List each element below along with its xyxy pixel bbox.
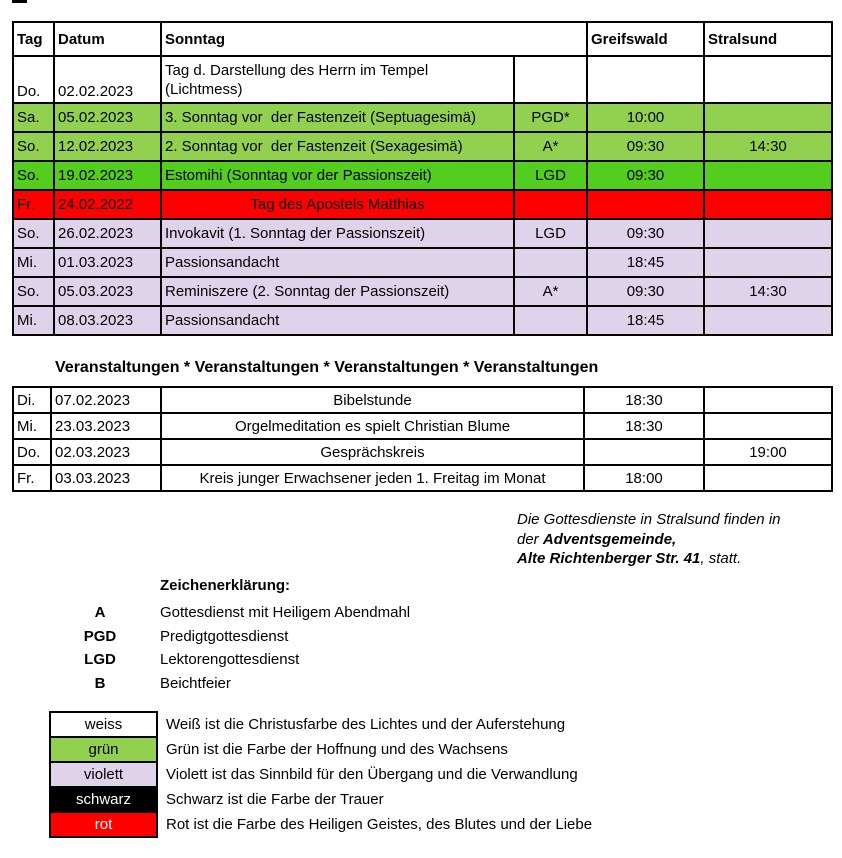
color-desc: Schwarz ist die Farbe der Trauer bbox=[166, 791, 384, 808]
stralsund-time-cell bbox=[704, 248, 832, 277]
legend-desc: Lektorengottesdienst bbox=[160, 651, 300, 669]
schedule-header-row bbox=[13, 22, 832, 56]
stralsund-time-cell: 14:30 bbox=[704, 132, 832, 161]
stralsund-time-cell bbox=[704, 103, 832, 132]
event-name-cell: Gesprächskreis bbox=[161, 439, 584, 465]
sunday-cell: Tag d. Darstellung des Herrn im Tempel (Lichtmess) bbox=[161, 56, 514, 103]
schedule-row-feast-day bbox=[13, 190, 832, 219]
color-legend-row bbox=[50, 762, 592, 787]
worship-schedule-table bbox=[12, 21, 833, 336]
date-cell: 08.03.2023 bbox=[54, 306, 161, 335]
schedule-row bbox=[13, 306, 832, 335]
sunday-cell: Reminiszere (2. Sonntag der Passionszeit) bbox=[161, 277, 514, 306]
date-cell: 23.03.2023 bbox=[51, 413, 161, 439]
day-cell: So. bbox=[13, 219, 54, 248]
color-legend-row bbox=[50, 737, 592, 762]
sunday-cell: Estomihi (Sonntag vor der Passionszeit) bbox=[161, 161, 514, 190]
event-row bbox=[13, 465, 832, 491]
note-bold-text: Alte Richtenberger Str. 41 bbox=[517, 550, 701, 567]
service-type-cell bbox=[514, 248, 587, 277]
service-type-cell: PGD* bbox=[514, 103, 587, 132]
date-cell: 07.02.2023 bbox=[51, 387, 161, 413]
legend-colors bbox=[49, 711, 593, 838]
day-cell: Mi. bbox=[13, 413, 51, 439]
day-cell: Fr. bbox=[13, 465, 51, 491]
legend-abbr: B bbox=[94, 674, 106, 692]
legend-item bbox=[0, 648, 410, 672]
legend-desc: Beichtfeier bbox=[160, 674, 231, 692]
note-text: der bbox=[517, 530, 543, 548]
day-cell: So. bbox=[13, 161, 54, 190]
service-type-cell: A* bbox=[514, 277, 587, 306]
date-cell: 03.03.2023 bbox=[51, 465, 161, 491]
day-cell: So. bbox=[13, 132, 54, 161]
day-cell: Do. bbox=[13, 56, 54, 103]
stralsund-time-cell bbox=[704, 161, 832, 190]
color-desc: Rot ist die Farbe des Heiligen Geistes, des Blutes und der Liebe bbox=[166, 816, 593, 833]
schedule-row bbox=[13, 56, 832, 103]
date-cell: 05.02.2023 bbox=[54, 103, 161, 132]
day-cell: So. bbox=[13, 277, 54, 306]
stralsund-time-cell bbox=[704, 306, 832, 335]
color-swatch: rot bbox=[50, 812, 157, 837]
day-cell: Mi. bbox=[13, 306, 54, 335]
legend-abbr: A bbox=[94, 604, 106, 622]
greifswald-time-cell: 18:00 bbox=[584, 465, 704, 491]
scan-artifact bbox=[12, 0, 27, 3]
service-type-cell: LGD bbox=[514, 219, 587, 248]
color-swatch: grün bbox=[50, 737, 157, 762]
date-cell: 19.02.2023 bbox=[54, 161, 161, 190]
header-sonntag: Sonntag bbox=[161, 22, 587, 56]
sunday-cell: 3. Sonntag vor der Fastenzeit (Septuagesimä) bbox=[161, 103, 514, 132]
service-type-cell: A* bbox=[514, 132, 587, 161]
stralsund-note-line2 bbox=[517, 530, 781, 550]
service-type-cell bbox=[514, 190, 587, 219]
sunday-cell: Tag des Apostels Matthias bbox=[161, 190, 514, 219]
stralsund-note-line1: Die Gottesdienste in Stralsund finden in bbox=[517, 511, 781, 528]
stralsund-time-cell bbox=[704, 219, 832, 248]
color-desc: Grün ist die Farbe der Hoffnung und des Wachsens bbox=[166, 741, 508, 758]
color-desc: Violett ist das Sinnbild für den Übergang und die Verwandlung bbox=[166, 766, 578, 783]
day-cell: Fr. bbox=[13, 190, 54, 219]
stralsund-time-cell bbox=[704, 190, 832, 219]
color-swatch: weiss bbox=[50, 712, 157, 737]
color-legend-row bbox=[50, 712, 592, 737]
service-type-cell bbox=[514, 306, 587, 335]
schedule-row bbox=[13, 103, 832, 132]
event-row bbox=[13, 439, 832, 465]
stralsund-time-cell bbox=[704, 387, 832, 413]
color-swatch: schwarz bbox=[50, 787, 157, 812]
event-name-cell: Kreis junger Erwachsener jeden 1. Freitag im Monat bbox=[161, 465, 584, 491]
date-cell: 02.02.2023 bbox=[54, 56, 161, 103]
greifswald-time-cell: 09:30 bbox=[587, 161, 704, 190]
header-greifswald: Greifswald bbox=[587, 22, 704, 56]
day-cell: Mi. bbox=[13, 248, 54, 277]
greifswald-time-cell: 18:30 bbox=[584, 387, 704, 413]
greifswald-time-cell: 18:45 bbox=[587, 306, 704, 335]
sunday-cell: Passionsandacht bbox=[161, 306, 514, 335]
legend-title: Zeichenerklärung: bbox=[160, 577, 291, 594]
stralsund-note-line3 bbox=[517, 549, 781, 569]
sunday-cell: 2. Sonntag vor der Fastenzeit (Sexagesimä) bbox=[161, 132, 514, 161]
events-title: Veranstaltungen * Veranstaltungen * Veranstaltungen * Veranstaltungen bbox=[55, 359, 599, 376]
header-datum: Datum bbox=[54, 22, 161, 56]
stralsund-time-cell bbox=[704, 465, 832, 491]
stralsund-time-cell: 19:00 bbox=[704, 439, 832, 465]
legend-abbreviations bbox=[0, 577, 410, 695]
note-bold-text: Adventsgemeinde, bbox=[542, 530, 677, 548]
greifswald-time-cell bbox=[587, 56, 704, 103]
event-name-cell: Bibelstunde bbox=[161, 387, 584, 413]
legend-desc: Predigtgottesdienst bbox=[160, 627, 289, 645]
greifswald-time-cell: 18:45 bbox=[587, 248, 704, 277]
legend-abbr: LGD bbox=[84, 651, 116, 669]
color-legend-row bbox=[50, 787, 592, 812]
schedule-row bbox=[13, 248, 832, 277]
service-type-cell: LGD bbox=[514, 161, 587, 190]
events-table bbox=[12, 386, 833, 492]
greifswald-time-cell: 18:30 bbox=[584, 413, 704, 439]
greifswald-time-cell: 09:30 bbox=[587, 277, 704, 306]
header-tag: Tag bbox=[13, 22, 54, 56]
color-swatch: violett bbox=[50, 762, 157, 787]
legend-item bbox=[0, 601, 410, 625]
stralsund-time-cell bbox=[704, 413, 832, 439]
date-cell: 26.02.2023 bbox=[54, 219, 161, 248]
greifswald-time-cell: 09:30 bbox=[587, 132, 704, 161]
day-cell: Do. bbox=[13, 439, 51, 465]
header-stralsund: Stralsund bbox=[704, 22, 832, 56]
date-cell: 24.02.2022 bbox=[54, 190, 161, 219]
service-type-cell bbox=[514, 56, 587, 103]
color-legend-row bbox=[50, 812, 592, 837]
schedule-row bbox=[13, 219, 832, 248]
legend-item bbox=[0, 625, 410, 649]
date-cell: 02.03.2023 bbox=[51, 439, 161, 465]
date-cell: 01.03.2023 bbox=[54, 248, 161, 277]
event-name-cell: Orgelmeditation es spielt Christian Blume bbox=[161, 413, 584, 439]
legend-item bbox=[0, 672, 410, 696]
note-text: , statt. bbox=[700, 550, 742, 567]
legend-abbr: PGD bbox=[83, 627, 117, 645]
stralsund-time-cell bbox=[704, 56, 832, 103]
schedule-row bbox=[13, 132, 832, 161]
date-cell: 05.03.2023 bbox=[54, 277, 161, 306]
day-cell: Di. bbox=[13, 387, 51, 413]
event-row bbox=[13, 387, 832, 413]
greifswald-time-cell: 10:00 bbox=[587, 103, 704, 132]
stralsund-time-cell: 14:30 bbox=[704, 277, 832, 306]
sunday-cell: Invokavit (1. Sonntag der Passionszeit) bbox=[161, 219, 514, 248]
greifswald-time-cell bbox=[587, 190, 704, 219]
schedule-row bbox=[13, 161, 832, 190]
schedule-row bbox=[13, 277, 832, 306]
sunday-cell: Passionsandacht bbox=[161, 248, 514, 277]
event-row bbox=[13, 413, 832, 439]
greifswald-time-cell: 09:30 bbox=[587, 219, 704, 248]
greifswald-time-cell bbox=[584, 439, 704, 465]
day-cell: Sa. bbox=[13, 103, 54, 132]
color-desc: Weiß ist die Christusfarbe des Lichtes und der Auferstehung bbox=[166, 716, 566, 733]
date-cell: 12.02.2023 bbox=[54, 132, 161, 161]
legend-desc: Gottesdienst mit Heiligem Abendmahl bbox=[160, 604, 411, 622]
stralsund-note bbox=[517, 510, 781, 569]
